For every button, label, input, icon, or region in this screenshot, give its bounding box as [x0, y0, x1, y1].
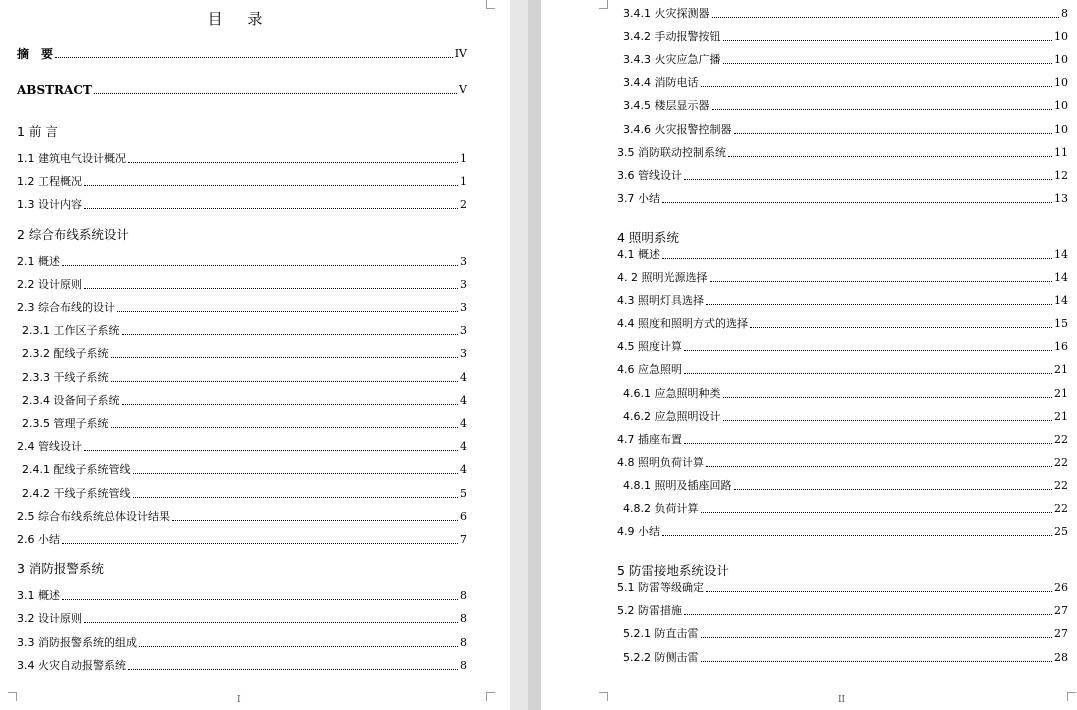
toc-entry-label: 4.9 小结 [617, 525, 660, 539]
toc-entry[interactable] [623, 651, 1068, 665]
toc-leader-dots [710, 281, 1053, 282]
toc-entry-page: 10 [1054, 53, 1068, 67]
toc-leader-dots [84, 622, 458, 623]
toc-leader-dots [84, 185, 458, 186]
toc-entry-label: 4.8.1 照明及插座回路 [623, 478, 732, 492]
toc-entry[interactable] [22, 417, 467, 431]
toc-leader-dots [122, 404, 459, 405]
toc-entry-page: 3 [460, 277, 467, 291]
toc-entry[interactable] [17, 255, 467, 269]
toc-entry[interactable] [623, 53, 1068, 67]
toc-entry-label: 5.1 防雷等级确定 [617, 581, 704, 595]
toc-entry[interactable] [623, 387, 1068, 401]
toc-leader-dots [701, 637, 1053, 638]
toc-entry-page: V [459, 83, 467, 96]
toc-title: 目 录 [207, 10, 273, 28]
toc-entry-page: 5 [460, 486, 467, 500]
toc-entry-label: 3.4.5 楼层显示器 [623, 99, 710, 113]
toc-entry-page: 11 [1054, 145, 1068, 159]
toc-entry-label: 2.3.4 设备间子系统 [22, 393, 120, 407]
toc-leader-dots [706, 466, 1052, 467]
toc-entry[interactable] [17, 152, 467, 166]
toc-leader-dots [128, 669, 458, 670]
toc-chapter-heading[interactable]: 1 前 言 [17, 124, 58, 139]
toc-entry-label: 4.6.2 应急照明设计 [623, 409, 721, 423]
toc-entry[interactable] [623, 627, 1068, 641]
toc-entry[interactable] [623, 76, 1068, 90]
toc-entry-page: 8 [460, 612, 467, 626]
toc-entry[interactable] [22, 324, 467, 338]
toc-leader-dots [84, 208, 458, 209]
toc-entry-label: 2.4.1 配线子系统管线 [22, 463, 131, 477]
toc-entry-label: 3.4.4 消防电话 [623, 76, 699, 90]
toc-chapter-heading[interactable]: 3 消防报警系统 [17, 561, 104, 577]
toc-entry-page: 10 [1054, 122, 1068, 136]
toc-entry[interactable] [617, 248, 1068, 262]
toc-entry-label: 4.8.2 负荷计算 [623, 502, 699, 515]
toc-entry-label: 5.2.1 防直击雷 [623, 627, 699, 641]
toc-leader-dots [723, 63, 1053, 64]
toc-entry[interactable] [617, 581, 1068, 595]
toc-entry[interactable] [617, 456, 1068, 470]
toc-entry-label: 3.4.1 火灾探测器 [623, 7, 710, 20]
toc-leader-dots [684, 443, 1052, 444]
toc-entry[interactable] [623, 123, 1068, 137]
toc-entry-page: IV [454, 47, 467, 60]
toc-entry-page: 21 [1054, 363, 1068, 377]
toc-entry-page: 26 [1054, 581, 1068, 595]
toc-entry[interactable] [17, 636, 467, 650]
toc-chapter-heading[interactable]: 2 综合布线系统设计 [17, 226, 129, 242]
toc-leader-dots [734, 133, 1053, 134]
toc-leader-dots [684, 350, 1052, 351]
toc-entry[interactable] [623, 99, 1068, 113]
toc-entry[interactable] [617, 340, 1068, 354]
toc-leader-dots [133, 473, 459, 474]
toc-entry-page: 10 [1054, 76, 1068, 90]
toc-entry-label: 2.1 概述 [17, 254, 60, 268]
crop-mark [1067, 692, 1076, 701]
toc-leader-dots [111, 381, 459, 382]
toc-entry-page: 7 [460, 533, 467, 546]
toc-leader-dots [117, 311, 458, 312]
toc-entry-label: 2.4 管线设计 [17, 440, 82, 454]
toc-entry[interactable] [623, 410, 1068, 424]
toc-entry-page: 21 [1054, 386, 1068, 400]
toc-leader-dots [701, 512, 1053, 513]
toc-entry[interactable] [22, 371, 467, 385]
toc-entry-page: 25 [1054, 525, 1068, 539]
toc-entry-label: 3.4 火灾自动报警系统 [17, 658, 126, 672]
toc-entry-page: 22 [1054, 455, 1068, 469]
toc-leader-dots [701, 86, 1053, 87]
toc-entry-page: 14 [1054, 247, 1068, 261]
toc-entry[interactable] [617, 317, 1068, 331]
toc-entry[interactable] [17, 612, 467, 626]
toc-leader-dots [701, 661, 1053, 662]
toc-leader-dots [662, 202, 1052, 203]
toc-entry-page: 8 [460, 635, 467, 649]
toc-entry-page: 15 [1054, 317, 1068, 331]
toc-leader-dots [139, 646, 458, 647]
toc-entry-label: 3.7 小结 [617, 191, 660, 205]
toc-entry-label: 2.2 设计原则 [17, 277, 82, 291]
toc-leader-dots [684, 614, 1052, 615]
toc-entry-label: 1.3 设计内容 [17, 198, 82, 212]
crop-mark [8, 692, 17, 701]
toc-entry-page: 3 [460, 324, 467, 338]
toc-entry[interactable] [617, 433, 1068, 447]
toc-entry[interactable] [623, 30, 1068, 44]
toc-entry[interactable] [17, 301, 467, 315]
toc-entry-page: 1 [460, 152, 467, 165]
toc-leader-dots [712, 17, 1060, 18]
toc-entry[interactable] [22, 347, 467, 361]
toc-entry-label: 3.4.2 手动报警按钮 [623, 30, 721, 44]
toc-leader-dots [122, 334, 459, 335]
toc-entry[interactable] [617, 169, 1068, 183]
toc-entry[interactable] [617, 146, 1068, 160]
toc-entry[interactable] [617, 363, 1068, 377]
toc-entry-label: 5.2.2 防侧击雷 [623, 650, 699, 664]
toc-page-2 [541, 0, 1077, 710]
toc-entry-page: 3 [460, 301, 467, 314]
page-gutter-shadow [528, 0, 541, 710]
toc-entry[interactable] [17, 47, 467, 61]
toc-entry-label: 4.8 照明负荷计算 [617, 455, 704, 469]
toc-entry-label: 4.3 照明灯具选择 [617, 294, 704, 308]
toc-entry-label: 4.5 照度计算 [617, 340, 682, 354]
toc-entry-page: 22 [1054, 502, 1068, 515]
toc-entry-page: 12 [1054, 168, 1068, 182]
toc-entry-page: 4 [460, 440, 467, 454]
page-number: I [237, 695, 241, 705]
toc-leader-dots [723, 40, 1053, 41]
toc-entry-label: 3.6 管线设计 [617, 168, 682, 182]
toc-entry-label: 3.5 消防联动控制系统 [617, 145, 726, 159]
toc-entry-label: 1.1 建筑电气设计概况 [17, 152, 126, 165]
toc-entry[interactable] [22, 487, 467, 501]
toc-entry[interactable] [17, 510, 467, 524]
toc-entry-label: 摘 要 [17, 47, 54, 61]
toc-leader-dots [55, 57, 453, 58]
toc-leader-dots [728, 156, 1052, 157]
toc-entry[interactable] [617, 604, 1068, 618]
toc-leader-dots [62, 543, 458, 544]
toc-leader-dots [111, 427, 459, 428]
toc-entry-label: ABSTRACT [17, 83, 92, 97]
toc-entry-page: 6 [460, 509, 467, 523]
crop-mark [486, 692, 495, 701]
page-number: II [838, 695, 846, 705]
toc-entry-page: 21 [1054, 409, 1068, 423]
toc-entry-label: 5.2 防雷措施 [617, 604, 682, 618]
toc-entry-label: 3.1 概述 [17, 589, 60, 603]
toc-entry-page: 27 [1054, 604, 1068, 618]
toc-entry-label: 2.3.2 配线子系统 [22, 347, 109, 361]
toc-entry-label: 2.5 综合布线系统总体设计结果 [17, 509, 170, 523]
toc-entry-page: 8 [460, 589, 467, 603]
toc-entry-page: 4 [460, 370, 467, 384]
toc-entry-page: 22 [1054, 478, 1068, 492]
toc-chapter-heading[interactable]: 5 防雷接地系统设计 [617, 563, 729, 579]
toc-entry-label: 2.6 小结 [17, 533, 60, 546]
toc-leader-dots [94, 93, 457, 94]
toc-entry[interactable] [17, 198, 467, 212]
toc-entry-page: 4 [460, 463, 467, 477]
toc-entry-page: 8 [460, 658, 467, 672]
toc-entry-label: 3.4.3 火灾应急广播 [623, 53, 721, 67]
toc-entry-page: 16 [1054, 340, 1068, 354]
toc-entry-label: 2.3.1 工作区子系统 [22, 324, 120, 338]
toc-entry[interactable] [22, 463, 467, 477]
toc-entry-page: 2 [460, 198, 467, 212]
toc-leader-dots [734, 489, 1053, 490]
toc-leader-dots [662, 258, 1052, 259]
toc-leader-dots [684, 179, 1052, 180]
toc-entry-page: 3 [460, 347, 467, 361]
toc-entry-label: 3.2 设计原则 [17, 612, 82, 626]
toc-entry-label: 4.7 插座布置 [617, 432, 682, 446]
toc-entry-page: 13 [1054, 191, 1068, 205]
toc-leader-dots [684, 373, 1052, 374]
toc-leader-dots [62, 599, 458, 600]
toc-leader-dots [84, 288, 458, 289]
crop-mark [599, 692, 608, 701]
toc-entry-page: 10 [1054, 99, 1068, 113]
toc-chapter-heading[interactable]: 4 照明系统 [617, 229, 679, 245]
toc-entry-page: 10 [1054, 30, 1068, 44]
toc-entry-label: 4. 2 照明光源选择 [617, 271, 708, 284]
toc-entry-label: 4.1 概述 [617, 247, 660, 261]
toc-entry-label: 3.3 消防报警系统的组成 [17, 635, 137, 649]
toc-entry-page: 28 [1054, 650, 1068, 664]
toc-entry-page: 4 [460, 393, 467, 407]
toc-leader-dots [723, 420, 1053, 421]
toc-entry[interactable] [17, 278, 467, 292]
toc-entry-label: 4.6 应急照明 [617, 363, 682, 377]
toc-leader-dots [133, 497, 459, 498]
toc-leader-dots [662, 535, 1052, 536]
toc-leader-dots [172, 520, 458, 521]
toc-entry[interactable] [17, 175, 467, 189]
toc-entry-page: 27 [1054, 627, 1068, 641]
toc-entry[interactable] [617, 525, 1068, 539]
toc-entry[interactable] [623, 479, 1068, 493]
toc-entry-label: 2.3 综合布线的设计 [17, 301, 115, 314]
toc-entry[interactable] [617, 192, 1068, 206]
toc-entry[interactable] [623, 502, 1068, 516]
toc-entry[interactable] [17, 83, 467, 97]
toc-entry-label: 2.3.5 管理子系统 [22, 417, 109, 430]
toc-leader-dots [750, 327, 1052, 328]
toc-entry-label: 2.4.2 干线子系统管线 [22, 486, 131, 500]
toc-entry-page: 14 [1054, 271, 1068, 284]
toc-entry-label: 2.3.3 干线子系统 [22, 370, 109, 384]
toc-entry-page: 4 [460, 417, 467, 430]
toc-entry[interactable] [623, 7, 1068, 21]
toc-entry-page: 1 [460, 175, 467, 189]
crop-mark [599, 0, 608, 9]
toc-entry-label: 4.6.1 应急照明种类 [623, 386, 721, 400]
toc-leader-dots [712, 109, 1053, 110]
toc-entry-page: 14 [1054, 294, 1068, 308]
toc-entry-label: 4.4 照度和照明方式的选择 [617, 317, 748, 331]
toc-leader-dots [706, 304, 1052, 305]
toc-entry[interactable] [17, 533, 467, 547]
toc-entry[interactable] [17, 589, 467, 603]
toc-entry-page: 3 [460, 254, 467, 268]
toc-entry-label: 3.4.6 火灾报警控制器 [623, 122, 732, 136]
toc-entry[interactable] [617, 294, 1068, 308]
toc-entry-page: 8 [1061, 7, 1068, 20]
toc-entry-page: 22 [1054, 432, 1068, 446]
toc-leader-dots [84, 450, 458, 451]
toc-leader-dots [723, 397, 1053, 398]
toc-entry[interactable] [17, 659, 467, 673]
toc-leader-dots [128, 162, 458, 163]
toc-entry-label: 1.2 工程概况 [17, 175, 82, 189]
toc-entry[interactable] [22, 394, 467, 408]
toc-entry[interactable] [617, 271, 1068, 285]
toc-leader-dots [62, 265, 458, 266]
toc-page-1 [0, 0, 510, 710]
toc-leader-dots [706, 591, 1052, 592]
toc-entry[interactable] [17, 440, 467, 454]
toc-leader-dots [111, 357, 459, 358]
crop-mark [486, 0, 495, 9]
